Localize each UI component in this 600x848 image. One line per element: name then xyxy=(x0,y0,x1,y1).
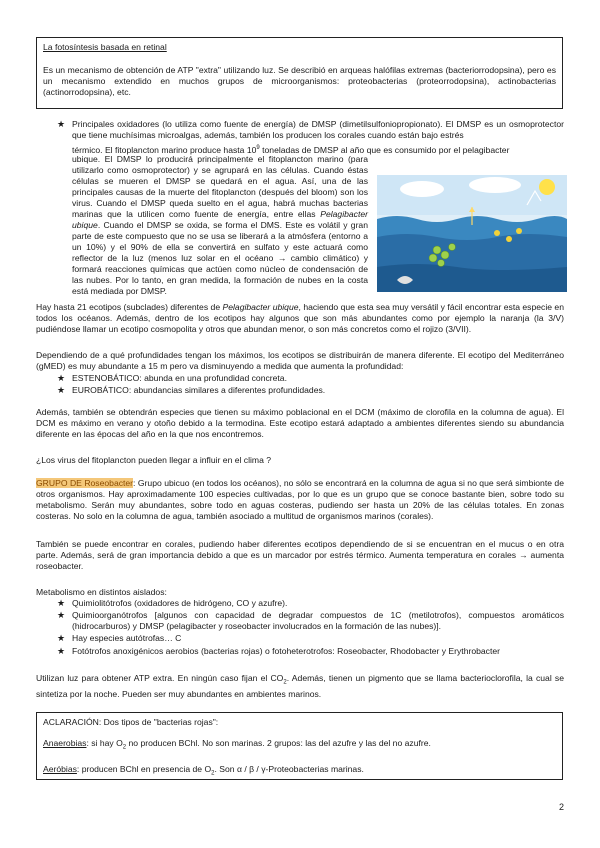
aerobic-label: Aeróbias xyxy=(43,763,77,774)
clarification-title: ACLARACIÓN: Dos tipos de "bacterias rojas": xyxy=(43,717,219,727)
o2-subscript: 2 xyxy=(122,744,127,751)
anaerobic-line xyxy=(43,738,556,754)
metabolism-title: Metabolismo en distintos aislados: xyxy=(36,587,167,597)
dmsp-line2-end: toneladas de DMSP al año que es consumido por el pelagibacter xyxy=(259,144,510,155)
dmsp-wrap-text: ubique. El DMSP lo producirá principalmente el fitoplancton marino (para utilizarlo como osmoprotector) y se agrupará en las células. Cuando éstas células se mueren el DMSP se quedará en el agua. Así, una de las principales causas de la muerte del fitoplancton (después del bloom) son los virus. Cuando el DMSP queda suelto en el agua, habrá muchas bacterias marinas que la utilicen como fuente de energía, entre ellas xyxy=(72,154,368,219)
question-line: ¿Los virus del fitoplancton pueden llegar a influir en el clima ? xyxy=(36,455,272,465)
bullet-star-icon: ★ xyxy=(57,598,66,608)
bullet-star-icon: ★ xyxy=(57,385,66,395)
roseobacter-paragraph xyxy=(36,478,564,522)
corals-paragraph: También se puede encontrar en corales, pudiendo haber diferentes ecotipos dependiendo de si se encuentran en el mucus o en otra parte. Además, será de gran importancia debido a que es un marcador por estrés térmico. Aumenta temperatura en corales → aumenta roseobacter. xyxy=(36,539,564,571)
bchl-text-a: Utilizan luz para obtener ATP extra. En ningún caso fijan el CO xyxy=(36,673,284,683)
ocean-dmsp-diagram xyxy=(377,175,567,292)
page-number: 2 xyxy=(558,802,564,812)
dmsp-line2-text: térmico. El fitoplancton marino produce hasta 10 xyxy=(72,144,257,155)
list1-item-2: EUROBÁTICO: abundancias similares a diferentes profundidades. xyxy=(72,385,326,395)
metab-item-2: Quimioorganótrofos [algunos con capacidad de degradar compuestos de 1C (metilotrofos), compuestos aromáticos (hidrocarburos) y DMSP (pelagibacter y roseobacter involucrados en la formación de las nubes)]. xyxy=(72,610,564,631)
roseobacter-highlight: GRUPO DE Roseobacter xyxy=(36,478,134,488)
dmsp-intro: Principales oxidadores (lo utiliza como fuente de energía) de DMSP (dimetilsulfoniopropionato). El DMSP es un osmoprotector que tiene muchísimas microalgas, además, también los producen los corales cuando están bajo estrés xyxy=(72,119,564,140)
dmsp-wrap-text-2: . Cuando el DMSP se oxida, se forma el DMS. Este es volátil y gran parte de este compuesto que no se usa se liberará a la atmósfera (entorno a un 10%) y el 90% de ella se convertirá en sulfato y este actuará como reflector de la luz (menos luz solar en el océano → cambio climático) y formará reacciones químicas que actúen como núcleo de condensación de las nubes. Por lo tanto, en gran medida, la formación de nubes en la costa está mediada por DMSP. xyxy=(72,220,368,296)
metab-item-4: Fotótrofos anoxigénicos aerobios (bacterias rojas) o fotoheterotrofos: Roseobacter, Rhodobacter y Erythrobacter xyxy=(72,646,501,656)
retinal-box-title: La fotosíntesis basada en retinal xyxy=(43,42,167,52)
list1-item-1: ESTENOBÁTICO: abunda en una profundidad concreta. xyxy=(72,373,287,383)
bullet-star-icon: ★ xyxy=(57,646,66,656)
anaerobic-text-a: : si hay O xyxy=(86,738,123,748)
clarification-box xyxy=(36,712,563,780)
o2-subscript: 2 xyxy=(211,770,215,777)
dcm-paragraph: Además, también se obtendrán especies que tienen su máximo poblacional en el DCM (máximo de clorofila en la columna de agua). El DCM es máximo en verano y otoño debido a la termodina. Este ecotipo estará adaptado a ambientes diferentes siendo su abundancia diferente en las épocas del año en la que nos encontremos. xyxy=(36,407,564,439)
retinal-box xyxy=(36,37,563,109)
metab-item-1: Quimiolitótrofos (oxidadores de hidrógeno, CO y azufre). xyxy=(72,598,288,608)
dmsp-species: Pelagibacter ubique xyxy=(72,209,369,230)
co2-subscript: 2 xyxy=(283,679,287,686)
anaerobic-text-b: no producen BChl. No son marinas. 2 grupos: las del azufre y las del no azufre. xyxy=(126,738,431,748)
bullet-star-icon: ★ xyxy=(57,373,66,383)
metab-item-3: Hay especies autótrofas… C xyxy=(72,633,182,643)
retinal-box-body: Es un mecanismo de obtención de ATP "extra" utilizando luz. Se describió en arqueas halófilas extremas (bacteriorrodopsina), pero es un mecanismo extendido en muchos grupos de microorganismos: proteobacterias (proteorrodopsina), actinobacterias (actinorrodopsina), etc. xyxy=(43,65,556,97)
aerobic-line xyxy=(43,764,556,780)
ecotypes-species: Pelagibacter ubique xyxy=(222,302,299,312)
bullet-star-icon: ★ xyxy=(57,633,66,643)
aerobic-text-a: : producen BChl en presencia de O xyxy=(76,763,212,774)
dmsp-paragraph xyxy=(72,154,368,297)
roseobacter-text: : Grupo ubicuo (en todos los océanos), no sólo se encontrará en la columna de agua si no que será simbionte de otros organismos. Hay aproximadamente 100 especies cultivadas, por lo que es un grupo que se conoce bastante bien, sobre todo su metabolismo. Serán muy abundantes, sobre todo en aguas costeras, pudiendo ser hasta un 20% de las células totales. En zonas costeras. No solo en la columna de agua, también asociado a multitud de organismos marinos (corales). xyxy=(36,478,564,521)
bchl-paragraph xyxy=(36,673,564,700)
aerobic-text-b: . Son α / β / γ-Proteobacterias marinas. xyxy=(214,763,364,774)
bullet-star-icon: ★ xyxy=(57,119,66,129)
anaerobic-label: Anaerobias xyxy=(43,738,87,748)
depth-paragraph: Dependiendo de a qué profundidades tengan los máximos, los ecotipos se distribuirán de manera diferente. El ecotipo del Mediterráneo (gMED) es muy abundante a 15 m pero va disminuyendo a medida que aumenta la profundidad: xyxy=(36,350,564,371)
ecotypes-paragraph xyxy=(36,302,564,335)
bullet-star-icon: ★ xyxy=(57,610,66,620)
bchl-text-b: . Además, tienen un pigmento que se llama bacterioclorofila, la cual se sintetiza por la noche. Pueden ser muy abundantes en ambientes marinos. xyxy=(36,673,564,699)
dmsp-exponent: 9 xyxy=(256,145,260,151)
ecotypes-text-a: Hay hasta 21 ecotipos (subclades) diferentes de xyxy=(36,302,223,312)
ecotypes-text-b: , haciendo que esta sea muy versátil y fácil encontrar esta especie en todos los océanos. Además, dentro de los ecotipos hay algunos que son más abundantes como por ejemplo la naranja (la 3/V) pudiéndose llamar un ecotipo cosmopolita y otros que abundan menor, o son más concretos como el rojizo (3/VII). xyxy=(36,302,564,334)
